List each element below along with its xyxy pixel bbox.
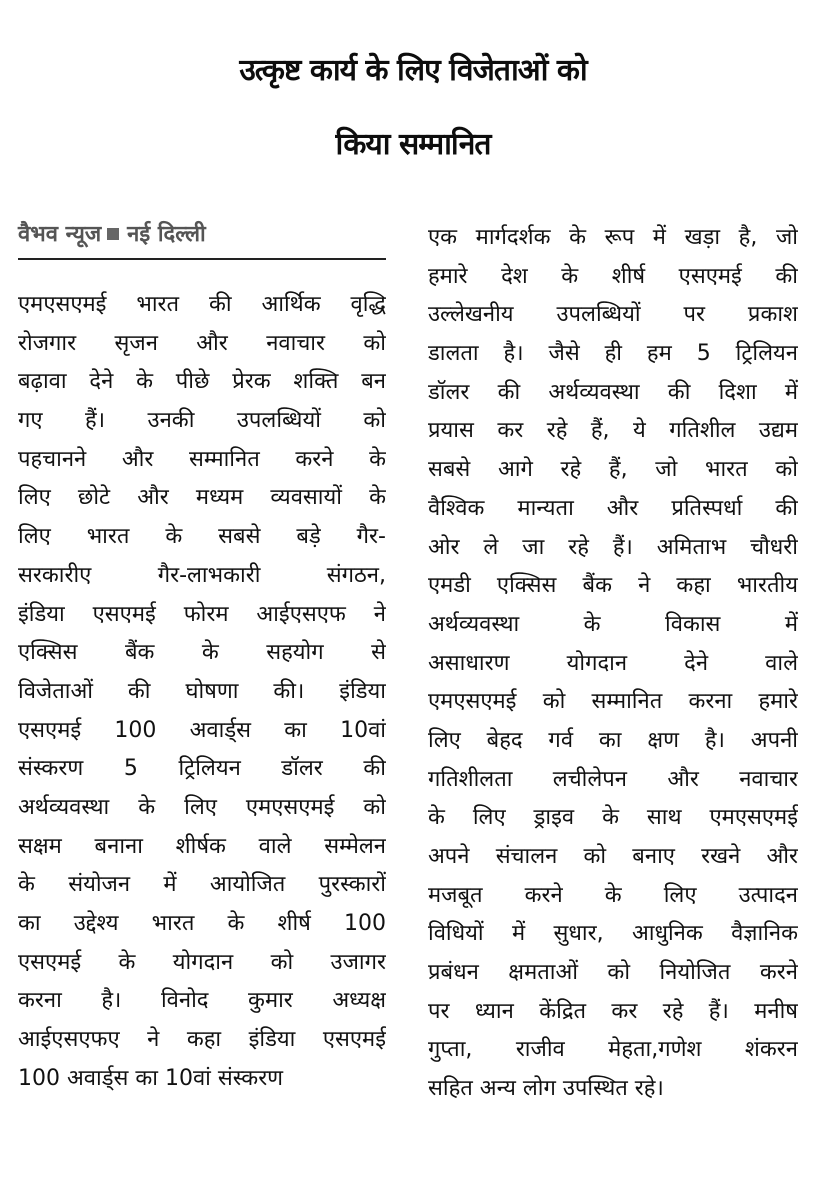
article-line: अपने संचालन को बनाए रखने और — [428, 844, 798, 869]
article-line: एसएमई के योगदान को उजागर — [18, 949, 386, 975]
article-line: प्रयास कर रहे हैं, ये गतिशील उद्यम — [428, 418, 798, 444]
article-line: बढ़ावा देने के पीछे प्रेरक शक्ति बन — [18, 369, 386, 395]
byline — [18, 218, 386, 260]
article-line: रोजगार सृजन और नवाचार को — [18, 330, 386, 356]
article-line: डालता है। जैसे ही हम 5 ट्रिलियन — [428, 341, 798, 367]
article-line: एसएमई 100 अवार्ड्स का 10वां — [18, 717, 386, 743]
article-line: लिए छोटे और मध्यम व्यवसायों के — [18, 485, 386, 511]
article-line: एमडी एक्सिस बैंक ने कहा भारतीय — [428, 573, 798, 599]
article-line: के लिए ड्राइव के साथ एमएसएमई — [428, 805, 798, 831]
article-line: के संयोजन में आयोजित पुरस्कारों — [18, 872, 386, 898]
article-line: गतिशीलता लचीलेपन और नवाचार — [428, 766, 798, 792]
article-line: सरकारीए गैर-लाभकारी संगठन, — [18, 562, 386, 588]
headline — [0, 34, 826, 182]
article-line: लिए बेहद गर्व का क्षण है। अपनी — [428, 727, 798, 753]
article-line: असाधारण योगदान देने वाले — [428, 650, 798, 676]
article-line: लिए भारत के सबसे बड़े गैर- — [18, 524, 386, 550]
article-line: ओर ले जा रहे हैं। अमिताभ चौधरी — [428, 534, 798, 560]
article-line: सहित अन्य लोग उपस्थित रहे। — [428, 1076, 664, 1102]
headline-line-2: किया सम्मानित — [335, 127, 491, 162]
article-line: गए हैं। उनकी उपलब्धियों को — [18, 408, 386, 434]
article-line: प्रबंधन क्षमताओं को नियोजित करने — [428, 960, 798, 986]
article-line: हमारे देश के शीर्ष एसएमई की — [428, 263, 798, 289]
article-line: उल्लेखनीय उपलब्धियों पर प्रकाश — [428, 302, 798, 328]
article-line: पर ध्यान केंद्रित कर रहे हैं। मनीष — [428, 998, 798, 1024]
byline-source: वैभव न्यूज — [18, 222, 102, 247]
article-line: एक्सिस बैंक के सहयोग से — [18, 640, 386, 666]
article-line: आईएसएफए ने कहा इंडिया एसएमई — [18, 1027, 386, 1053]
article-line: सक्षम बनाना शीर्षक वाले सम्मेलन — [18, 833, 386, 859]
article-line: विजेताओं की घोषणा की। इंडिया — [18, 678, 386, 704]
article-line: विधियों में सुधार, आधुनिक वैज्ञानिक — [428, 921, 798, 947]
article-line: संस्करण 5 ट्रिलियन डॉलर की — [18, 756, 386, 782]
article-line: डॉलर की अर्थव्यवस्था की दिशा में — [428, 379, 798, 405]
article-line: वैश्विक मान्यता और प्रतिस्पर्धा की — [428, 495, 798, 521]
article-line: पहचानने और सम्मानित करने के — [18, 446, 386, 472]
article-line: इंडिया एसएमई फोरम आईएसएफ ने — [18, 601, 386, 627]
article-line: मजबूत करने के लिए उत्पादन — [428, 882, 798, 908]
article-line: एमएसएमई को सम्मानित करना हमारे — [428, 689, 798, 715]
article-line: अर्थव्यवस्था के लिए एमएसएमई को — [18, 794, 386, 820]
byline-location: नई दिल्ली — [127, 222, 206, 247]
article-line: एक मार्गदर्शक के रूप में खड़ा है, जो — [428, 225, 798, 250]
article-line: का उद्देश्य भारत के शीर्ष 100 — [18, 911, 386, 936]
separator-square-icon — [107, 228, 119, 240]
article-column-right — [428, 219, 798, 1109]
article-column-left — [18, 286, 386, 1098]
article-line: एमएसएमई भारत की आर्थिक वृद्धि — [18, 292, 386, 317]
headline-line-1: उत्कृष्ट कार्य के लिए विजेताओं को — [239, 53, 587, 88]
article-line: सबसे आगे रहे हैं, जो भारत को — [428, 457, 798, 483]
article-line: 100 अवार्ड्स का 10वां संस्करण — [18, 1065, 284, 1091]
article-line: करना है। विनोद कुमार अध्यक्ष — [18, 988, 386, 1014]
article-line: अर्थव्यवस्था के विकास में — [428, 611, 798, 637]
article-line: गुप्ता, राजीव मेहता,गणेश शंकरन — [428, 1037, 798, 1063]
